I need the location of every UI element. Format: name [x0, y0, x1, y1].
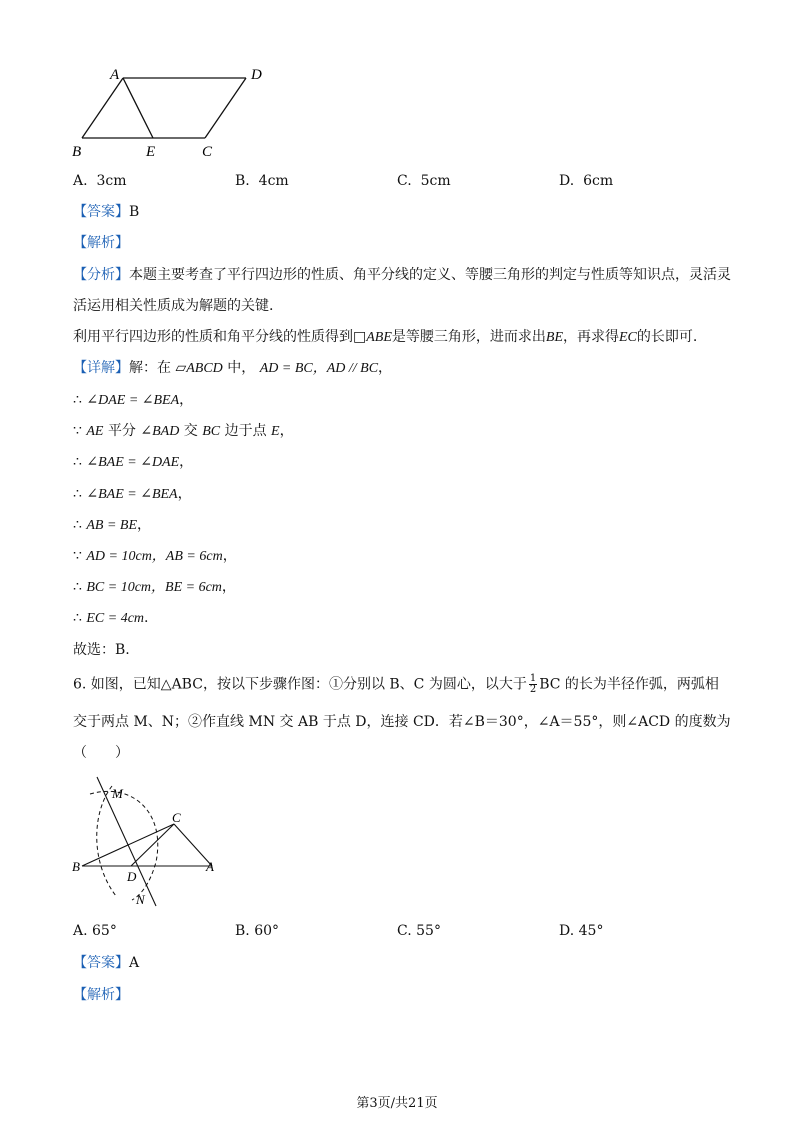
- construction-figure: [70, 772, 230, 912]
- q6-option-b: B. 60°: [235, 923, 280, 939]
- q5-step-1: ∴ ∠DAE = ∠BEA，: [73, 392, 194, 408]
- q5-step-8: ∴ EC = 4cm.: [73, 610, 149, 626]
- q6-stem-1: 6. 如图，已知△ABC，按以下步骤作图：①分别以 B、C 为圆心，以大于 $\frac{1}{2}$ BC 的长为半径作弧，两弧相: [73, 673, 719, 695]
- q6-option-a: A. 65°: [73, 923, 117, 939]
- q6-option-d: D. 45°: [559, 923, 604, 939]
- parallelogram-figure: [70, 62, 280, 162]
- half-fraction: $\frac{1}{2}$: [529, 673, 537, 695]
- q5-fenxi-1: 【分析】本题主要考查了平行四边形的性质、角平分线的定义、等腰三角形的判定与性质等知识点，灵活灵: [73, 267, 731, 283]
- label-A: A: [110, 67, 120, 83]
- q5-option-a: A. 3cm: [73, 173, 127, 189]
- q5-option-b: B. 4cm: [235, 173, 289, 189]
- q5-step-7: ∴ BC = 10cm，BE = 6cm，: [73, 579, 236, 595]
- label-C: C: [172, 810, 181, 825]
- q5-step-4: ∴ ∠BAE = ∠BEA，: [73, 486, 192, 502]
- label-N: N: [136, 892, 145, 907]
- q6-option-c: C. 55°: [397, 923, 441, 939]
- parallelogram-symbol: ▱: [175, 360, 187, 376]
- q6-answer: 【答案】A: [73, 955, 140, 971]
- label-E: E: [146, 144, 156, 160]
- label-A: A: [206, 859, 214, 874]
- label-D: D: [127, 869, 137, 884]
- q5-step-3: ∴ ∠BAE = ∠DAE，: [73, 454, 194, 470]
- q5-option-d: D. 6cm: [559, 173, 614, 189]
- q5-xiangjie: 【详解】解：在 ▱ABCD 中， AD = BC，AD // BC，: [73, 360, 393, 376]
- q6-analysis-heading: 【解析】: [73, 987, 129, 1003]
- q5-analysis-heading: 【解析】: [73, 235, 129, 251]
- label-C: C: [202, 144, 213, 160]
- label-B: B: [72, 859, 80, 874]
- label-M: M: [112, 786, 123, 801]
- triangle-symbol: □: [353, 329, 367, 345]
- q6-stem-2: 交于两点 M、N；②作直线 MN 交 AB 于点 D，连接 CD．若∠B＝30°，∠A＝55°，则∠ACD 的度数为: [73, 714, 731, 730]
- q5-conclusion: 故选：B.: [73, 642, 130, 658]
- label-D: D: [251, 67, 262, 83]
- q5-step-6: ∵ AD = 10cm，AB = 6cm，: [73, 548, 237, 564]
- q5-fenxi-3: 利用平行四边形的性质和角平分线的性质得到□ABE是等腰三角形，进而求出BE，再求得EC的长即可.: [73, 329, 698, 345]
- label-B: B: [72, 144, 82, 160]
- page-footer: 第3页/共21页: [356, 1096, 438, 1111]
- q5-fenxi-2: 活运用相关性质成为解题的关键.: [73, 298, 274, 314]
- q5-step-5: ∴ AB = BE，: [73, 517, 152, 533]
- q5-option-c: C. 5cm: [397, 173, 451, 189]
- q5-step-2: ∵ AE 平分 ∠BAD 交 BC 边于点 E，: [73, 423, 294, 439]
- q5-answer: 【答案】B: [73, 204, 140, 220]
- q6-stem-3: （ ）: [73, 745, 129, 761]
